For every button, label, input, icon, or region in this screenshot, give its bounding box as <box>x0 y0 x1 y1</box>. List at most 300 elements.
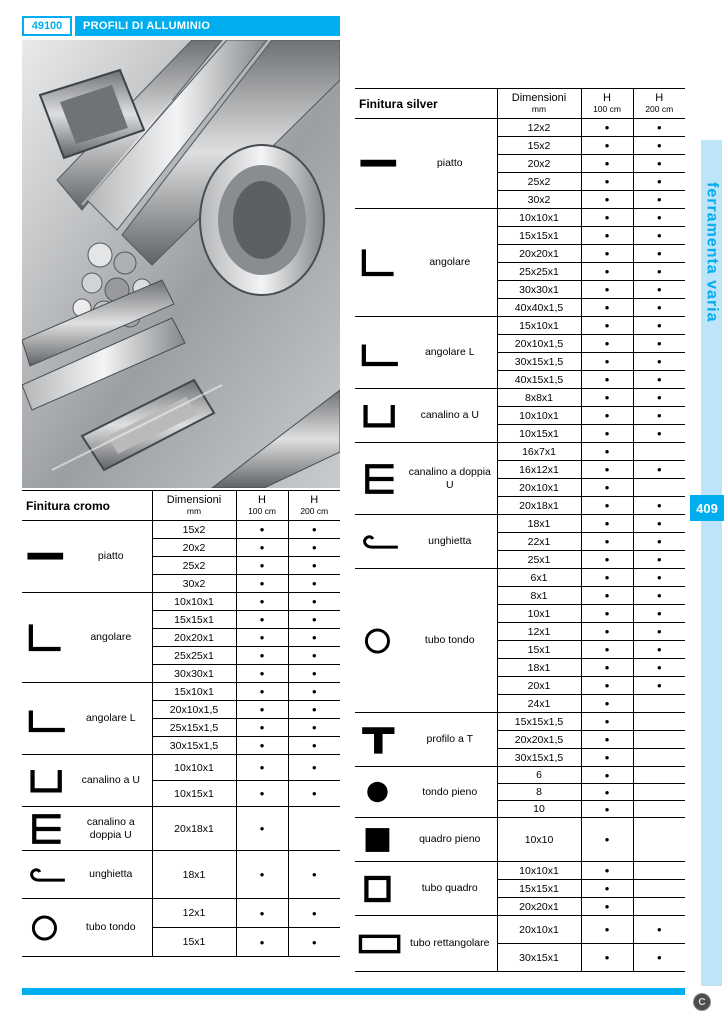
tondo-pieno-icon <box>357 775 403 809</box>
h200-availability-cell <box>633 695 685 713</box>
dimension-cell: 20x20x1 <box>497 245 581 263</box>
h100-availability-cell: • <box>581 335 633 353</box>
h200-availability-cell: • <box>633 641 685 659</box>
column-label: H <box>655 92 664 105</box>
h200-availability-cell: • <box>633 605 685 623</box>
dimension-cell: 24x1 <box>497 695 581 713</box>
h200-availability-cell: • <box>633 533 685 551</box>
h100-availability-cell: • <box>581 818 633 862</box>
h200-availability-cell <box>288 807 340 851</box>
unghietta-icon <box>24 858 70 892</box>
h200-availability-cell: • <box>633 227 685 245</box>
h100-availability-cell: • <box>581 263 633 281</box>
h200-availability-cell: • <box>633 299 685 317</box>
canalino-u-icon <box>355 399 405 433</box>
dimension-cell: 25x1 <box>497 551 581 569</box>
column-unit: 100 cm <box>248 505 276 516</box>
table-header-row <box>355 89 685 119</box>
h200-availability-cell: • <box>633 407 685 425</box>
dimension-cell: 20x18x1 <box>497 497 581 515</box>
dimension-cell: 10 <box>497 801 581 818</box>
dimension-cell: 25x25x1 <box>152 647 236 665</box>
h200-availability-cell: • <box>633 587 685 605</box>
h200-availability-cell: • <box>288 755 340 781</box>
dimension-cell: 20x20x1,5 <box>497 731 581 749</box>
column-unit: 200 cm <box>645 103 674 114</box>
h100-availability-cell: • <box>236 701 288 719</box>
profile-group-cell <box>355 209 497 317</box>
h100-availability-cell: • <box>236 899 288 928</box>
h100-availability-cell: • <box>581 371 633 389</box>
h100-availability-cell: • <box>581 479 633 497</box>
h200-availability-cell <box>633 784 685 801</box>
column-header-dimensioni <box>497 89 581 119</box>
profile-group-cell <box>355 818 497 862</box>
profile-group-cell <box>355 389 497 443</box>
dimension-cell: 12x1 <box>152 899 236 928</box>
tondo-pieno-icon <box>355 775 405 809</box>
h200-availability-cell: • <box>633 155 685 173</box>
page-title: PROFILI DI ALLUMINIO <box>83 20 211 32</box>
tubo-quadro-icon <box>355 872 405 906</box>
h200-availability-cell <box>633 443 685 461</box>
profile-group-cell <box>22 851 152 899</box>
dimension-cell: 20x1 <box>497 677 581 695</box>
table-row <box>355 818 685 862</box>
canalino-u-icon <box>24 764 70 798</box>
dimension-cell: 30x2 <box>497 191 581 209</box>
h100-availability-cell: • <box>581 659 633 677</box>
h200-availability-cell: • <box>288 665 340 683</box>
table-row <box>355 389 685 407</box>
angolare-l-icon <box>357 336 403 370</box>
piatto-icon <box>357 147 403 181</box>
h200-availability-cell: • <box>288 575 340 593</box>
angolare-icon <box>24 621 70 655</box>
h200-availability-cell: • <box>288 629 340 647</box>
dimension-cell: 10x10x1 <box>152 593 236 611</box>
dimension-cell: 20x20x1 <box>497 898 581 916</box>
h100-availability-cell: • <box>236 755 288 781</box>
profile-type-label: profilo a T <box>426 733 473 746</box>
dimension-cell: 15x15x1,5 <box>497 713 581 731</box>
canalino-doppia-u-icon <box>355 462 405 496</box>
h100-availability-cell: • <box>581 173 633 191</box>
canalino-doppia-u-icon <box>22 812 72 846</box>
quadro-pieno-icon <box>357 823 403 857</box>
table-header-row <box>22 491 340 521</box>
dimension-cell: 20x10x1,5 <box>152 701 236 719</box>
tubo-rettangolare-icon <box>357 927 403 961</box>
angolare-icon <box>22 621 72 655</box>
table-row <box>355 209 685 227</box>
h100-availability-cell: • <box>581 299 633 317</box>
piatto-icon <box>22 540 72 574</box>
h100-availability-cell: • <box>581 533 633 551</box>
h100-availability-cell: • <box>581 801 633 818</box>
profile-type-label: tubo tondo <box>85 921 136 934</box>
profile-group-cell <box>355 862 497 916</box>
dimension-cell: 20x10x1 <box>497 479 581 497</box>
dimension-cell: 10x10x1 <box>497 862 581 880</box>
h200-availability-cell: • <box>288 701 340 719</box>
column-header-h200 <box>633 89 685 119</box>
dimension-cell: 30x30x1 <box>497 281 581 299</box>
h200-availability-cell <box>633 731 685 749</box>
profile-group-cell <box>22 683 152 755</box>
column-label: H <box>603 92 611 105</box>
h200-availability-cell: • <box>633 245 685 263</box>
h100-availability-cell: • <box>236 719 288 737</box>
profile-group-cell <box>22 593 152 683</box>
h100-availability-cell: • <box>236 665 288 683</box>
unghietta-icon <box>357 525 403 559</box>
profile-type-label: angolare L <box>424 346 475 359</box>
page-title-bar <box>75 16 340 36</box>
profile-group-cell <box>22 899 152 957</box>
table-row <box>22 807 340 851</box>
h200-availability-cell: • <box>633 515 685 533</box>
dimension-cell: 16x12x1 <box>497 461 581 479</box>
profile-group-cell <box>355 713 497 767</box>
angolare-l-icon <box>355 336 405 370</box>
profile-type-label: canalino a U <box>420 409 479 422</box>
page-number-badge <box>690 495 724 521</box>
h100-availability-cell: • <box>236 781 288 807</box>
h100-availability-cell: • <box>236 629 288 647</box>
unghietta-icon <box>355 525 405 559</box>
h100-availability-cell: • <box>581 389 633 407</box>
dimension-cell: 30x15x1 <box>497 944 581 972</box>
h200-availability-cell: • <box>633 137 685 155</box>
h200-availability-cell: • <box>633 497 685 515</box>
h100-availability-cell: • <box>581 353 633 371</box>
h200-availability-cell: • <box>633 191 685 209</box>
angolare-icon <box>355 246 405 280</box>
h200-availability-cell: • <box>633 119 685 137</box>
h200-availability-cell <box>633 862 685 880</box>
profilo-t-icon <box>357 723 403 757</box>
h200-availability-cell: • <box>288 521 340 539</box>
tubo-tondo-icon <box>24 911 70 945</box>
profile-group-cell <box>355 317 497 389</box>
column-unit: mm <box>531 103 547 114</box>
h200-availability-cell: • <box>633 425 685 443</box>
angolare-icon <box>357 246 403 280</box>
h100-availability-cell: • <box>581 569 633 587</box>
profile-type-label: unghietta <box>89 868 133 881</box>
h200-availability-cell <box>633 767 685 784</box>
dimension-cell: 20x20x1 <box>152 629 236 647</box>
h200-availability-cell: • <box>633 335 685 353</box>
h200-availability-cell <box>633 880 685 898</box>
angolare-l-icon <box>24 702 70 736</box>
dimension-cell: 15x15x1 <box>497 227 581 245</box>
column-label: Dimensioni <box>166 494 222 507</box>
tubo-tondo-icon <box>355 624 405 658</box>
h100-availability-cell: • <box>581 407 633 425</box>
h200-availability-cell: • <box>633 389 685 407</box>
profile-group-cell <box>355 569 497 713</box>
h100-availability-cell: • <box>236 807 288 851</box>
dimension-cell: 40x15x1,5 <box>497 371 581 389</box>
canalino-doppia-u-icon <box>24 812 70 846</box>
table-row <box>355 916 685 944</box>
dimension-cell: 8 <box>497 784 581 801</box>
table-body <box>22 521 340 957</box>
h100-availability-cell: • <box>236 683 288 701</box>
finitura-silver-table <box>355 88 685 972</box>
table-row <box>22 521 340 539</box>
dimension-cell: 20x10x1 <box>497 916 581 944</box>
h200-availability-cell: • <box>288 899 340 928</box>
h200-availability-cell: • <box>633 551 685 569</box>
h100-availability-cell: • <box>236 611 288 629</box>
h100-availability-cell: • <box>236 539 288 557</box>
category-sidebar <box>701 140 722 986</box>
h100-availability-cell: • <box>581 677 633 695</box>
h200-availability-cell: • <box>633 317 685 335</box>
table-row <box>22 755 340 781</box>
publisher-logo <box>693 993 711 1011</box>
h100-availability-cell: • <box>236 928 288 957</box>
h100-availability-cell: • <box>236 593 288 611</box>
profile-group-cell <box>355 443 497 515</box>
h100-availability-cell: • <box>581 880 633 898</box>
angolare-l-icon <box>22 702 72 736</box>
table-title: Finitura silver <box>355 89 497 119</box>
dimension-cell: 8x1 <box>497 587 581 605</box>
dimension-cell: 25x15x1,5 <box>152 719 236 737</box>
table-row <box>22 851 340 899</box>
dimension-cell: 30x30x1 <box>152 665 236 683</box>
profile-type-label: angolare L <box>85 712 136 725</box>
profile-type-label: angolare <box>429 256 471 269</box>
h200-availability-cell: • <box>288 851 340 899</box>
dimension-cell: 15x15x1 <box>497 880 581 898</box>
profile-type-label: angolare <box>90 631 132 644</box>
dimension-cell: 30x15x1,5 <box>152 737 236 755</box>
dimension-cell: 12x2 <box>497 119 581 137</box>
h100-availability-cell: • <box>581 443 633 461</box>
h100-availability-cell: • <box>581 515 633 533</box>
h100-availability-cell: • <box>581 916 633 944</box>
tubo-rettangolare-icon <box>355 927 405 961</box>
dimension-cell: 30x15x1,5 <box>497 353 581 371</box>
h100-availability-cell: • <box>236 647 288 665</box>
column-header-h100 <box>581 89 633 119</box>
h200-availability-cell: • <box>288 719 340 737</box>
h100-availability-cell: • <box>581 209 633 227</box>
h200-availability-cell: • <box>633 677 685 695</box>
h200-availability-cell <box>633 818 685 862</box>
profile-group-cell <box>22 807 152 851</box>
h100-availability-cell: • <box>581 898 633 916</box>
dimension-cell: 10x10x1 <box>497 209 581 227</box>
unghietta-icon <box>22 858 72 892</box>
dimension-cell: 25x2 <box>497 173 581 191</box>
h200-availability-cell: • <box>633 569 685 587</box>
profilo-t-icon <box>355 723 405 757</box>
publisher-logo-letter: C <box>698 996 706 1008</box>
h200-availability-cell: • <box>633 371 685 389</box>
h200-availability-cell: • <box>633 353 685 371</box>
table-row <box>355 862 685 880</box>
h200-availability-cell: • <box>633 659 685 677</box>
h200-availability-cell: • <box>633 173 685 191</box>
h100-availability-cell: • <box>581 695 633 713</box>
table-row <box>355 515 685 533</box>
dimension-cell: 10x15x1 <box>497 425 581 443</box>
table-row <box>22 593 340 611</box>
column-label: H <box>310 494 319 507</box>
h200-availability-cell: • <box>633 281 685 299</box>
canalino-u-icon <box>357 399 403 433</box>
quadro-pieno-icon <box>355 823 405 857</box>
h200-availability-cell: • <box>288 737 340 755</box>
h100-availability-cell: • <box>581 587 633 605</box>
h100-availability-cell: • <box>581 119 633 137</box>
h100-availability-cell: • <box>581 944 633 972</box>
h100-availability-cell: • <box>581 497 633 515</box>
dimension-cell: 15x2 <box>497 137 581 155</box>
profile-type-label: tondo pieno <box>422 785 478 798</box>
h100-availability-cell: • <box>581 767 633 784</box>
article-code: 49100 <box>31 20 63 32</box>
h200-availability-cell: • <box>288 781 340 807</box>
dimension-cell: 10x10x1 <box>497 407 581 425</box>
dimension-cell: 8x8x1 <box>497 389 581 407</box>
profile-type-label: unghietta <box>428 535 472 548</box>
h100-availability-cell: • <box>236 521 288 539</box>
h200-availability-cell: • <box>288 611 340 629</box>
h200-availability-cell: • <box>633 916 685 944</box>
dimension-cell: 18x1 <box>497 515 581 533</box>
dimension-cell: 20x18x1 <box>152 807 236 851</box>
h100-availability-cell: • <box>581 551 633 569</box>
h200-availability-cell: • <box>633 944 685 972</box>
piatto-icon <box>355 147 405 181</box>
aluminum-profiles-photo-art <box>22 40 340 488</box>
profile-type-label: piatto <box>436 157 463 170</box>
profile-type-label: canalino a doppia U <box>86 815 135 841</box>
profile-type-label: piatto <box>97 550 124 563</box>
h100-availability-cell: • <box>581 317 633 335</box>
profile-group-cell <box>355 767 497 818</box>
profile-group-cell <box>22 755 152 807</box>
h200-availability-cell: • <box>288 647 340 665</box>
h100-availability-cell: • <box>581 749 633 767</box>
dimension-cell: 18x1 <box>152 851 236 899</box>
h100-availability-cell: • <box>581 641 633 659</box>
h100-availability-cell: • <box>581 623 633 641</box>
dimension-cell: 12x1 <box>497 623 581 641</box>
dimension-cell: 20x2 <box>497 155 581 173</box>
table-row <box>355 317 685 335</box>
h200-availability-cell <box>633 479 685 497</box>
h200-availability-cell <box>633 713 685 731</box>
table-row <box>355 443 685 461</box>
dimension-cell: 16x7x1 <box>497 443 581 461</box>
dimension-cell: 6x1 <box>497 569 581 587</box>
h100-availability-cell: • <box>236 851 288 899</box>
h200-availability-cell <box>633 898 685 916</box>
h200-availability-cell: • <box>288 557 340 575</box>
dimension-cell: 22x1 <box>497 533 581 551</box>
column-unit: 200 cm <box>300 505 329 516</box>
dimension-cell: 15x10x1 <box>152 683 236 701</box>
dimension-cell: 10x15x1 <box>152 781 236 807</box>
piatto-icon <box>24 540 70 574</box>
h200-availability-cell: • <box>633 263 685 281</box>
column-header-h200 <box>288 491 340 521</box>
profile-type-label: tubo quadro <box>421 882 478 895</box>
profile-type-label: tubo tondo <box>424 634 475 647</box>
dimension-cell: 15x2 <box>152 521 236 539</box>
tubo-quadro-icon <box>357 872 403 906</box>
category-label: ferramenta varia <box>703 182 721 323</box>
dimension-cell: 25x2 <box>152 557 236 575</box>
dimension-cell: 25x25x1 <box>497 263 581 281</box>
profile-group-cell <box>355 119 497 209</box>
bottom-accent-bar <box>22 988 685 995</box>
h100-availability-cell: • <box>581 245 633 263</box>
h100-availability-cell: • <box>581 605 633 623</box>
dimension-cell: 15x1 <box>152 928 236 957</box>
h100-availability-cell: • <box>236 575 288 593</box>
profile-type-label: quadro pieno <box>419 833 481 846</box>
h100-availability-cell: • <box>581 281 633 299</box>
table-title: Finitura cromo <box>22 491 152 521</box>
column-label: H <box>258 494 266 507</box>
dimension-cell: 18x1 <box>497 659 581 677</box>
article-code-box <box>22 16 72 36</box>
h100-availability-cell: • <box>581 155 633 173</box>
table-body <box>355 119 685 972</box>
dimension-cell: 20x2 <box>152 539 236 557</box>
dimension-cell: 15x1 <box>497 641 581 659</box>
h100-availability-cell: • <box>581 713 633 731</box>
dimension-cell: 30x15x1,5 <box>497 749 581 767</box>
h100-availability-cell: • <box>236 557 288 575</box>
dimension-cell: 15x15x1 <box>152 611 236 629</box>
dimension-cell: 40x40x1,5 <box>497 299 581 317</box>
h200-availability-cell: • <box>288 683 340 701</box>
dimension-cell: 10x10 <box>497 818 581 862</box>
profile-group-cell <box>22 521 152 593</box>
dimension-cell: 15x10x1 <box>497 317 581 335</box>
dimension-cell: 10x1 <box>497 605 581 623</box>
dimension-cell: 6 <box>497 767 581 784</box>
h100-availability-cell: • <box>581 862 633 880</box>
h100-availability-cell: • <box>236 737 288 755</box>
table-row <box>355 713 685 731</box>
h200-availability-cell: • <box>633 623 685 641</box>
table-row <box>22 683 340 701</box>
dimension-cell: 30x2 <box>152 575 236 593</box>
table-row <box>355 569 685 587</box>
h200-availability-cell <box>633 749 685 767</box>
h200-availability-cell <box>633 801 685 818</box>
h200-availability-cell: • <box>288 928 340 957</box>
h100-availability-cell: • <box>581 784 633 801</box>
column-unit: 100 cm <box>593 103 621 114</box>
h100-availability-cell: • <box>581 425 633 443</box>
aluminum-profiles-photo <box>22 40 340 488</box>
dimension-cell: 10x10x1 <box>152 755 236 781</box>
column-unit: mm <box>186 505 202 516</box>
canalino-doppia-u-icon <box>357 462 403 496</box>
